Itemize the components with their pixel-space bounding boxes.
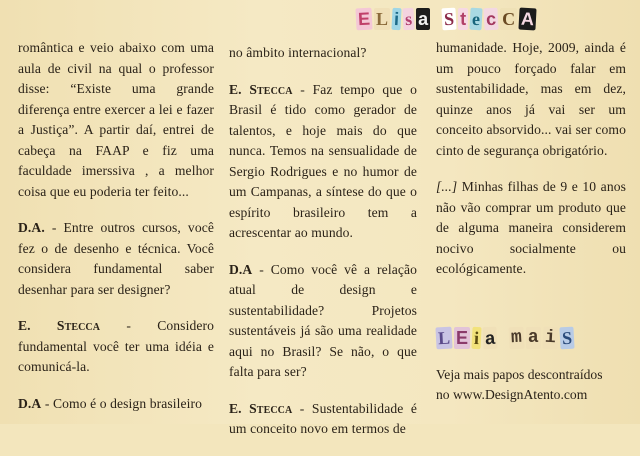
ransom-letter: t [460,9,467,29]
leia-mais-ransom-title [436,327,574,349]
speaker-label: D.A [18,395,42,411]
ransom-letter: c [484,8,499,31]
ransom-letter: L [435,327,452,350]
ransom-letter: S [559,327,574,350]
paragraph: no âmbito internacional? [229,45,367,60]
paragraph [229,399,417,440]
speaker-label: D.A. [18,220,45,235]
ransom-letter: s [402,8,414,31]
speaker-label: E. Stecca [229,81,293,97]
ransom-word-leia [436,327,497,349]
leia-mais-link[interactable]: no www.DesignAtento.com [436,386,588,402]
ransom-letter: a [527,328,539,348]
text-column-3 [436,38,626,296]
speaker-label: E. Stecca [18,318,101,333]
answer-text: - Faz tempo que o Brasil é tido como gerador de talentos, e hoje mais do que nunca. Temos na sensualidade de Sergio Rodrigues e no humor de um Campanas, a síntese do que o espírito brasileiro tem a acrescentar ao mundo. [229,81,417,240]
leia-mais-line-1: Veja mais papos descontraídos [436,367,603,382]
ransom-word-stecca [442,8,536,30]
paragraph [436,177,626,280]
ransom-letter: A [519,8,537,31]
ransom-letter: C [502,9,516,29]
paragraph [18,316,214,378]
ransom-letter: m [508,327,524,350]
leia-mais-text [436,365,631,404]
text-column-1 [18,38,214,430]
paragraph [229,80,417,244]
ransom-letter: i [391,8,401,30]
text-column-2 [229,43,417,456]
paragraph [229,260,417,383]
quote-text: Minhas filhas de 9 e 10 anos não vão comprar um produto que de alguma maneira considerem nocivo socialmente ou ecológicamente. [436,179,626,276]
speaker-label: D.A [229,261,253,277]
ransom-letter: a [418,9,429,29]
answer-text: - Como você vê a relação atual de design e sustentabilidade? Projetos sustentáveis já são uma realidade aqui no Brasil? Se não, o que falta para ser? [229,261,417,379]
ransom-letter: i [471,327,481,349]
answer-text: - Como é o design brasileiro [41,395,203,411]
ransom-word-mais [509,327,573,349]
ransom-letter: i [542,327,558,350]
paragraph: humanidade. Hoje, 2009, ainda é um pouco forçado falar em sustentabilidade, mas em dez, quinze anos já vai ser um conceito absorvido... vai ser como cinto de segurança obrigatório. [436,40,626,158]
ransom-letter: E [355,8,372,31]
ransom-letter: E [456,328,469,348]
speaker-label: E. Stecca [229,400,293,416]
paragraph [18,218,214,300]
ellipsis-marker: [...] [436,179,458,194]
paragraph [18,394,214,415]
ransom-letter: L [376,9,389,29]
author-name-ransom-title [356,4,536,34]
ransom-letter: S [442,8,457,31]
paragraph: romântica e veio abaixo com uma aula de civil na qual o professor disse: “Existe uma grande diferença entre exercer a lei e fazer a Justiça”. A partir daí, entrei de cabeça na FAAP e fiz uma faculdade imerssiva , a melhor coisa que eu poderia ter feito... [18,40,214,199]
ransom-word-elisa [356,8,430,30]
answer-text: - Considero fundamental você ter uma idéia e comunicá-la. [18,318,214,374]
ransom-letter: a [482,327,497,350]
answer-text: - Sustentabilidade é um conceito novo em termos de [229,400,417,436]
ransom-letter: e [470,8,483,31]
answer-text: - Entre outros cursos, você fez o de desenho e técnica. Você considera fundamental saber desenhar para ser designer? [18,220,214,297]
